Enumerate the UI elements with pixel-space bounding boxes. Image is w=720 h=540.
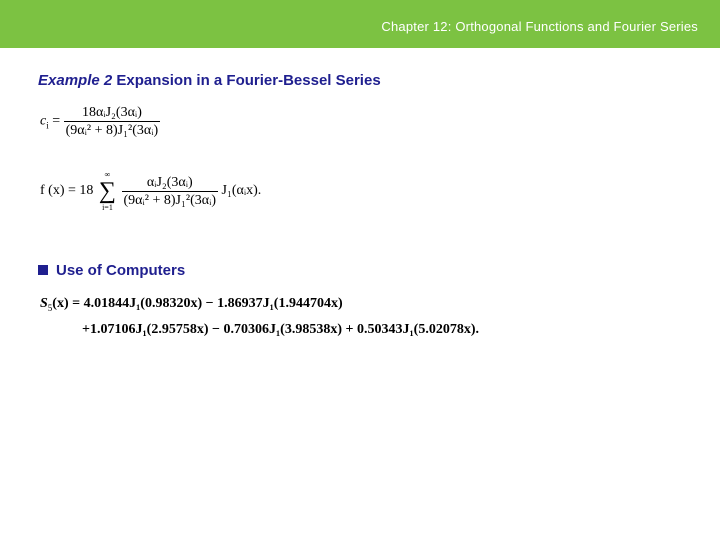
header-bar — [0, 0, 720, 48]
fx-lhs: f (x) = 18 — [40, 183, 94, 199]
ci-lhs: c — [40, 113, 47, 129]
example-title: Expansion in a Fourier-Bessel Series — [116, 72, 381, 89]
s5-line-1 — [40, 296, 343, 313]
ci-formula — [40, 104, 160, 139]
fx-formula — [40, 170, 261, 212]
fx-denominator: (9αᵢ² + 8)J₁²(3αᵢ) — [123, 192, 217, 208]
sum-upper-limit: ∞ — [104, 170, 111, 179]
s5-line-2-text: +1.07106J₁(2.95758x) − 0.70306J₁(3.98538x) + 0.50343J₁(5.02078x). — [82, 322, 479, 337]
sigma-symbol: ∑ — [98, 178, 116, 204]
ci-numerator: 18αᵢJ₂(3αᵢ) — [64, 104, 161, 122]
s5-line-2 — [82, 322, 479, 338]
ci-denominator: (9αᵢ² + 8)J₁²(3αᵢ) — [65, 123, 159, 138]
sum-lower-limit: i=1 — [102, 203, 113, 212]
header-title: Chapter 12: Orthogonal Functions and Fourier Series — [381, 19, 698, 34]
ci-fraction — [64, 104, 161, 139]
fx-fraction — [122, 174, 219, 209]
use-of-computers-label: Use of Computers — [56, 262, 186, 279]
ci-equals: = — [52, 113, 64, 129]
use-of-computers-heading — [38, 262, 185, 279]
summation — [99, 170, 116, 212]
s5-line-1-text: (x) = 4.01844J₁(0.98320x) − 1.86937J₁(1.944704x) — [52, 296, 343, 311]
example-heading — [38, 72, 381, 89]
fx-numerator: αᵢJ₂(3αᵢ) — [122, 174, 219, 192]
bullet-square-icon — [38, 265, 48, 275]
fx-tail: J₁(αᵢx). — [221, 183, 262, 199]
example-label: Example 2 — [38, 72, 113, 89]
ci-lhs-sub: i — [46, 120, 49, 131]
s5-lhs-sub: 5 — [47, 302, 53, 313]
s5-lhs: S — [40, 296, 48, 311]
